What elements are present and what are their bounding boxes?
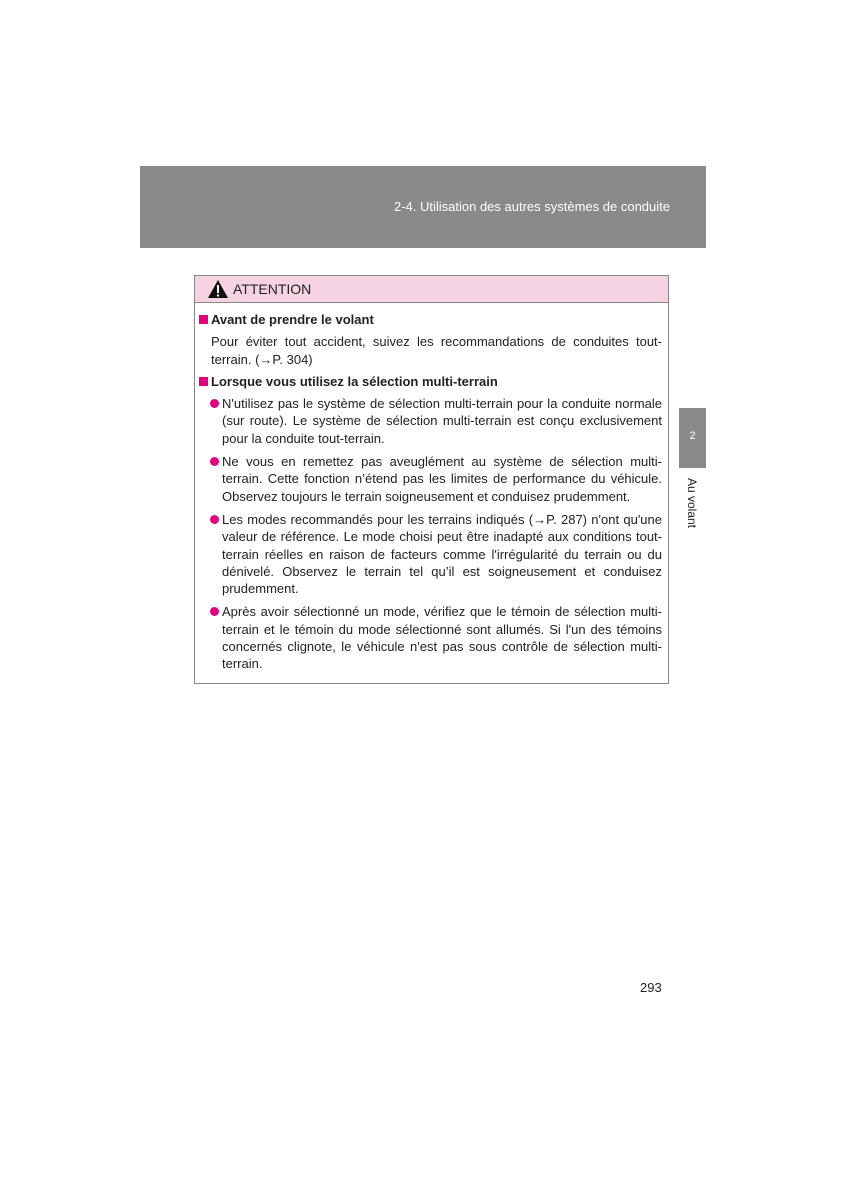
warning-triangle-icon [207, 279, 229, 299]
section-paragraph: Pour éviter tout accident, suivez les recommandations de conduites tout-terrain. (→P. 304) [211, 334, 662, 367]
round-bullet-icon [210, 607, 219, 616]
list-item [199, 395, 662, 447]
square-bullet-icon [199, 315, 208, 324]
list-item [199, 603, 662, 672]
page-number: 293 [640, 980, 662, 995]
list-item-text: Après avoir sélectionné un mode, vérifiez que le témoin de sélection multi-terrain et le témoin du mode sélectionné sont allumés. Si l'un des témoins concernés clignote, le véhicule n'est pas sous contrôle de sélection multi-terrain. [222, 604, 662, 672]
section-heading [199, 373, 662, 390]
warning-box [194, 275, 669, 684]
list-item-text: Les modes recommandés pour les terrains indiqués (→P. 287) n'ont qu'une valeur de référence. Le mode choisi peut être inadapté aux conditions tout-terrain réelles en raison de facteurs comme l'irrégularité du terrain ou du dénivelé. Observez le terrain tel qu’il est soigneusement et conduisez prudemment. [222, 511, 662, 597]
list-item [199, 453, 662, 505]
section-header-band [140, 166, 706, 248]
warning-content [195, 303, 668, 673]
section-title: 2-4. Utilisation des autres systèmes de conduite [393, 199, 670, 214]
section-heading-text: Lorsque vous utilisez la sélection multi-terrain [211, 373, 498, 389]
round-bullet-icon [210, 457, 219, 466]
list-item-text: N'utilisez pas le système de sélection multi-terrain pour la conduite normale (sur route). Le système de sélection multi-terrain est conçu exclusivement pour la conduite tout-terrain. [222, 396, 662, 446]
warning-header [195, 276, 668, 303]
section-heading [199, 311, 662, 328]
warning-title: ATTENTION [233, 281, 312, 297]
round-bullet-icon [210, 515, 219, 524]
chapter-tab [679, 408, 706, 468]
square-bullet-icon [199, 377, 208, 386]
chapter-label: Au volant [685, 477, 699, 529]
list-item-text: Ne vous en remettez pas aveuglément au système de sélection multi-terrain. Cette fonction n’étend pas les limites de performance du véhicule. Observez toujours le terrain soigneusement et conduisez prudemment. [222, 454, 662, 504]
chapter-number: 2 [689, 430, 696, 442]
round-bullet-icon [210, 399, 219, 408]
section-heading-text: Avant de prendre le volant [211, 312, 374, 327]
list-item [199, 511, 662, 597]
